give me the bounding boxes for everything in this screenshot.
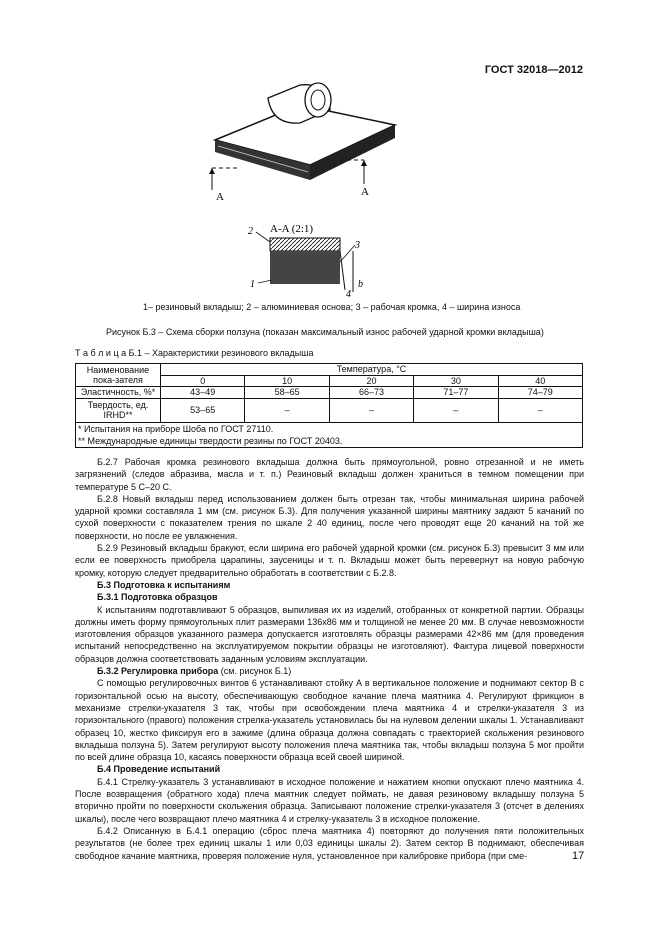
cell: 66–73 [329,387,413,399]
table-row [76,387,583,399]
figure-caption: Рисунок Б.3 – Схема сборки ползуна (показан максимальный износ рабочей ударной кромки вкладыша) [106,327,544,337]
table-row [76,398,583,422]
paragraph-b31: К испытаниям подготавливают 5 образцов, выпиливая их из изделий, отобранных от конкретной партии. Образцы должны иметь форму прямоугольных плит размерами 136х86 мм и толщиной не менее 20 мм. В случае невозможности изготовления образцов указанного размера допускается изготовлять образцы размерами 42×86 мм (для проведения испытаний непосредственно на эксплуатируемом покрытии образцы не изготовляют). Фактура лицевой поверхности образцов должна соответствовать заданным условиям эксплуатации. [75,604,584,664]
heading-b32: Б.3.2 Регулировка прибора [97,666,219,677]
label-1: 1 [250,279,255,290]
page-number: 17 [572,850,585,862]
cell: 74–79 [498,387,582,399]
heading-b32-ref: (см. рисунок Б.1) [218,666,292,677]
body-text [75,456,584,862]
label-2: 2 [248,226,253,237]
cell: – [329,398,413,422]
label-3: 3 [355,240,360,251]
col-header-temperature: Температура, °С [161,364,583,376]
section-label-right: A [361,186,369,198]
cell: – [498,398,582,422]
heading-b31: Б.3.1 Подготовка образцов [97,592,218,603]
cell: – [245,398,329,422]
paragraph-b41: Б.4.1 Стрелку-указатель 3 устанавливают в исходное положение и нажатием кнопки опускают плечо маятника 4. После возвращения (обратного хода) плеча маятник следует поймать, не давая резиновому вкладышу ползуна 5 вторично пройти по поверхности скольжения образца. Записывают положение стрелки-указателя 3 (отсчет в делениях шкалы), после чего возвращают плечо маятника 4 и стрелку-указатель 3 в исходное положение. [75,776,584,824]
cell: 53–65 [161,398,245,422]
heading-b32-line [75,665,584,677]
label-4: 4 [346,289,351,300]
slider-assembly-figure [0,0,661,300]
figure-legend: 1– резиновый вкладыш; 2 – алюминиевая основа; 3 – рабочая кромка, 4 – ширина износа [143,302,521,312]
paragraph-b28: Б.2.8 Новый вкладыш перед использованием должен быть отрезан так, чтобы минимальная ширина рабочей ударной кромки составляла 1 мм (см. рисунок Б.3). Для получения указанной ширины маятнику задают 5 качаний по сухой поверхности с показателем трения по шкале 2 40 единиц, после чего проводят еще 20 качаний на той же поверхности, но после ее увлажнения. [75,493,584,541]
temp-header: 0 [161,375,245,387]
row-name: Эластичность, %* [76,387,161,399]
table-note: * Испытания на приборе Шоба по ГОСТ 27110. [78,423,274,434]
paragraph-b27: Б.2.7 Рабочая кромка резинового вкладыша должна быть прямоугольной, ровно отрезанной и не иметь загрязнений (следов абразива, масла и т. п.) Резиновый вкладыш должен храниться в темном помещении при температуре 5 С–20 С. [75,457,584,492]
cross-section-drawing [256,232,355,292]
heading-b4: Б.4 Проведение испытаний [97,764,221,775]
table-title: Т а б л и ц а Б.1 – Характеристики резинового вкладыша [75,348,314,358]
temp-header: 10 [245,375,329,387]
cell: – [414,398,498,422]
heading-b3: Б.3 Подготовка к испытаниям [97,579,231,590]
table-notes [76,422,583,447]
section-label-left: A [216,191,224,203]
row-name: Твердость, ед. IRHD** [76,398,161,422]
temp-header: 40 [498,375,582,387]
table-note: ** Международные единицы твердости резины по ГОСТ 20403. [78,435,343,446]
paragraph-b42: Б.4.2 Описанную в Б.4.1 операцию (сброс плеча маятника 4) повторяют до получения пяти положительных результатов (не более трех единиц шкалы 1 или 0,03 единицы шкалы 2). Затем сектор В поднимают, обеспечивая свободное качание маятника, проверяя положение нуля, установленное при калибровке прибора (при сме- [75,825,584,861]
dimension-b: b [358,279,363,290]
temp-header: 30 [414,375,498,387]
rubber-characteristics-table [75,363,583,448]
temp-header: 20 [329,375,413,387]
section-title: A-A (2:1) [270,223,314,235]
paragraph-b32: С помощью регулировочных винтов 6 устанавливают стойку А в вертикальное положение и поднимают сектор В с горизонтальной осью на высоту, обеспечивающую свободное качание плеча маятника 4. Регулируют фрикцион в механизме стрелки-указателя 3 так, чтобы при освобождении плеча маятника 4 и стрелки-указателя 3 из горизонтального (правого) положения стрелка-указатель установилась бы на нулевом делении шкалы 1. Устанавливают образец 10, жестко фиксируя его в зажиме (длина образца должна совпадать с траекторией скольжения резинового вкладыша ползуна 5). Затем регулируют высоту положения плеча маятника так, чтобы вкладыш ползуна 5 мог пройти по всей длине образца 10, касаясь поверхности образца всей своей шириной. [75,678,584,763]
cell: 71–77 [414,387,498,399]
paragraph-b29: Б.2.9 Резиновый вкладыш бракуют, если ширина его рабочей ударной кромки (см. рисунок Б.3) превысит 3 мм или если ее поверхность приобрела царапины, заусеницы и т. п. Вкладыш может быть перевернут на новую рабочую кромку, которую следует предварительно обработать в соответствии с Б.2.8. [75,543,584,578]
cell: 58–65 [245,387,329,399]
cell: 43–49 [161,387,245,399]
slider-drawing [209,83,395,190]
document-header: ГОСТ 32018—2012 [484,64,583,76]
col-header-indicator: Наименование пока-зателя [76,364,161,387]
